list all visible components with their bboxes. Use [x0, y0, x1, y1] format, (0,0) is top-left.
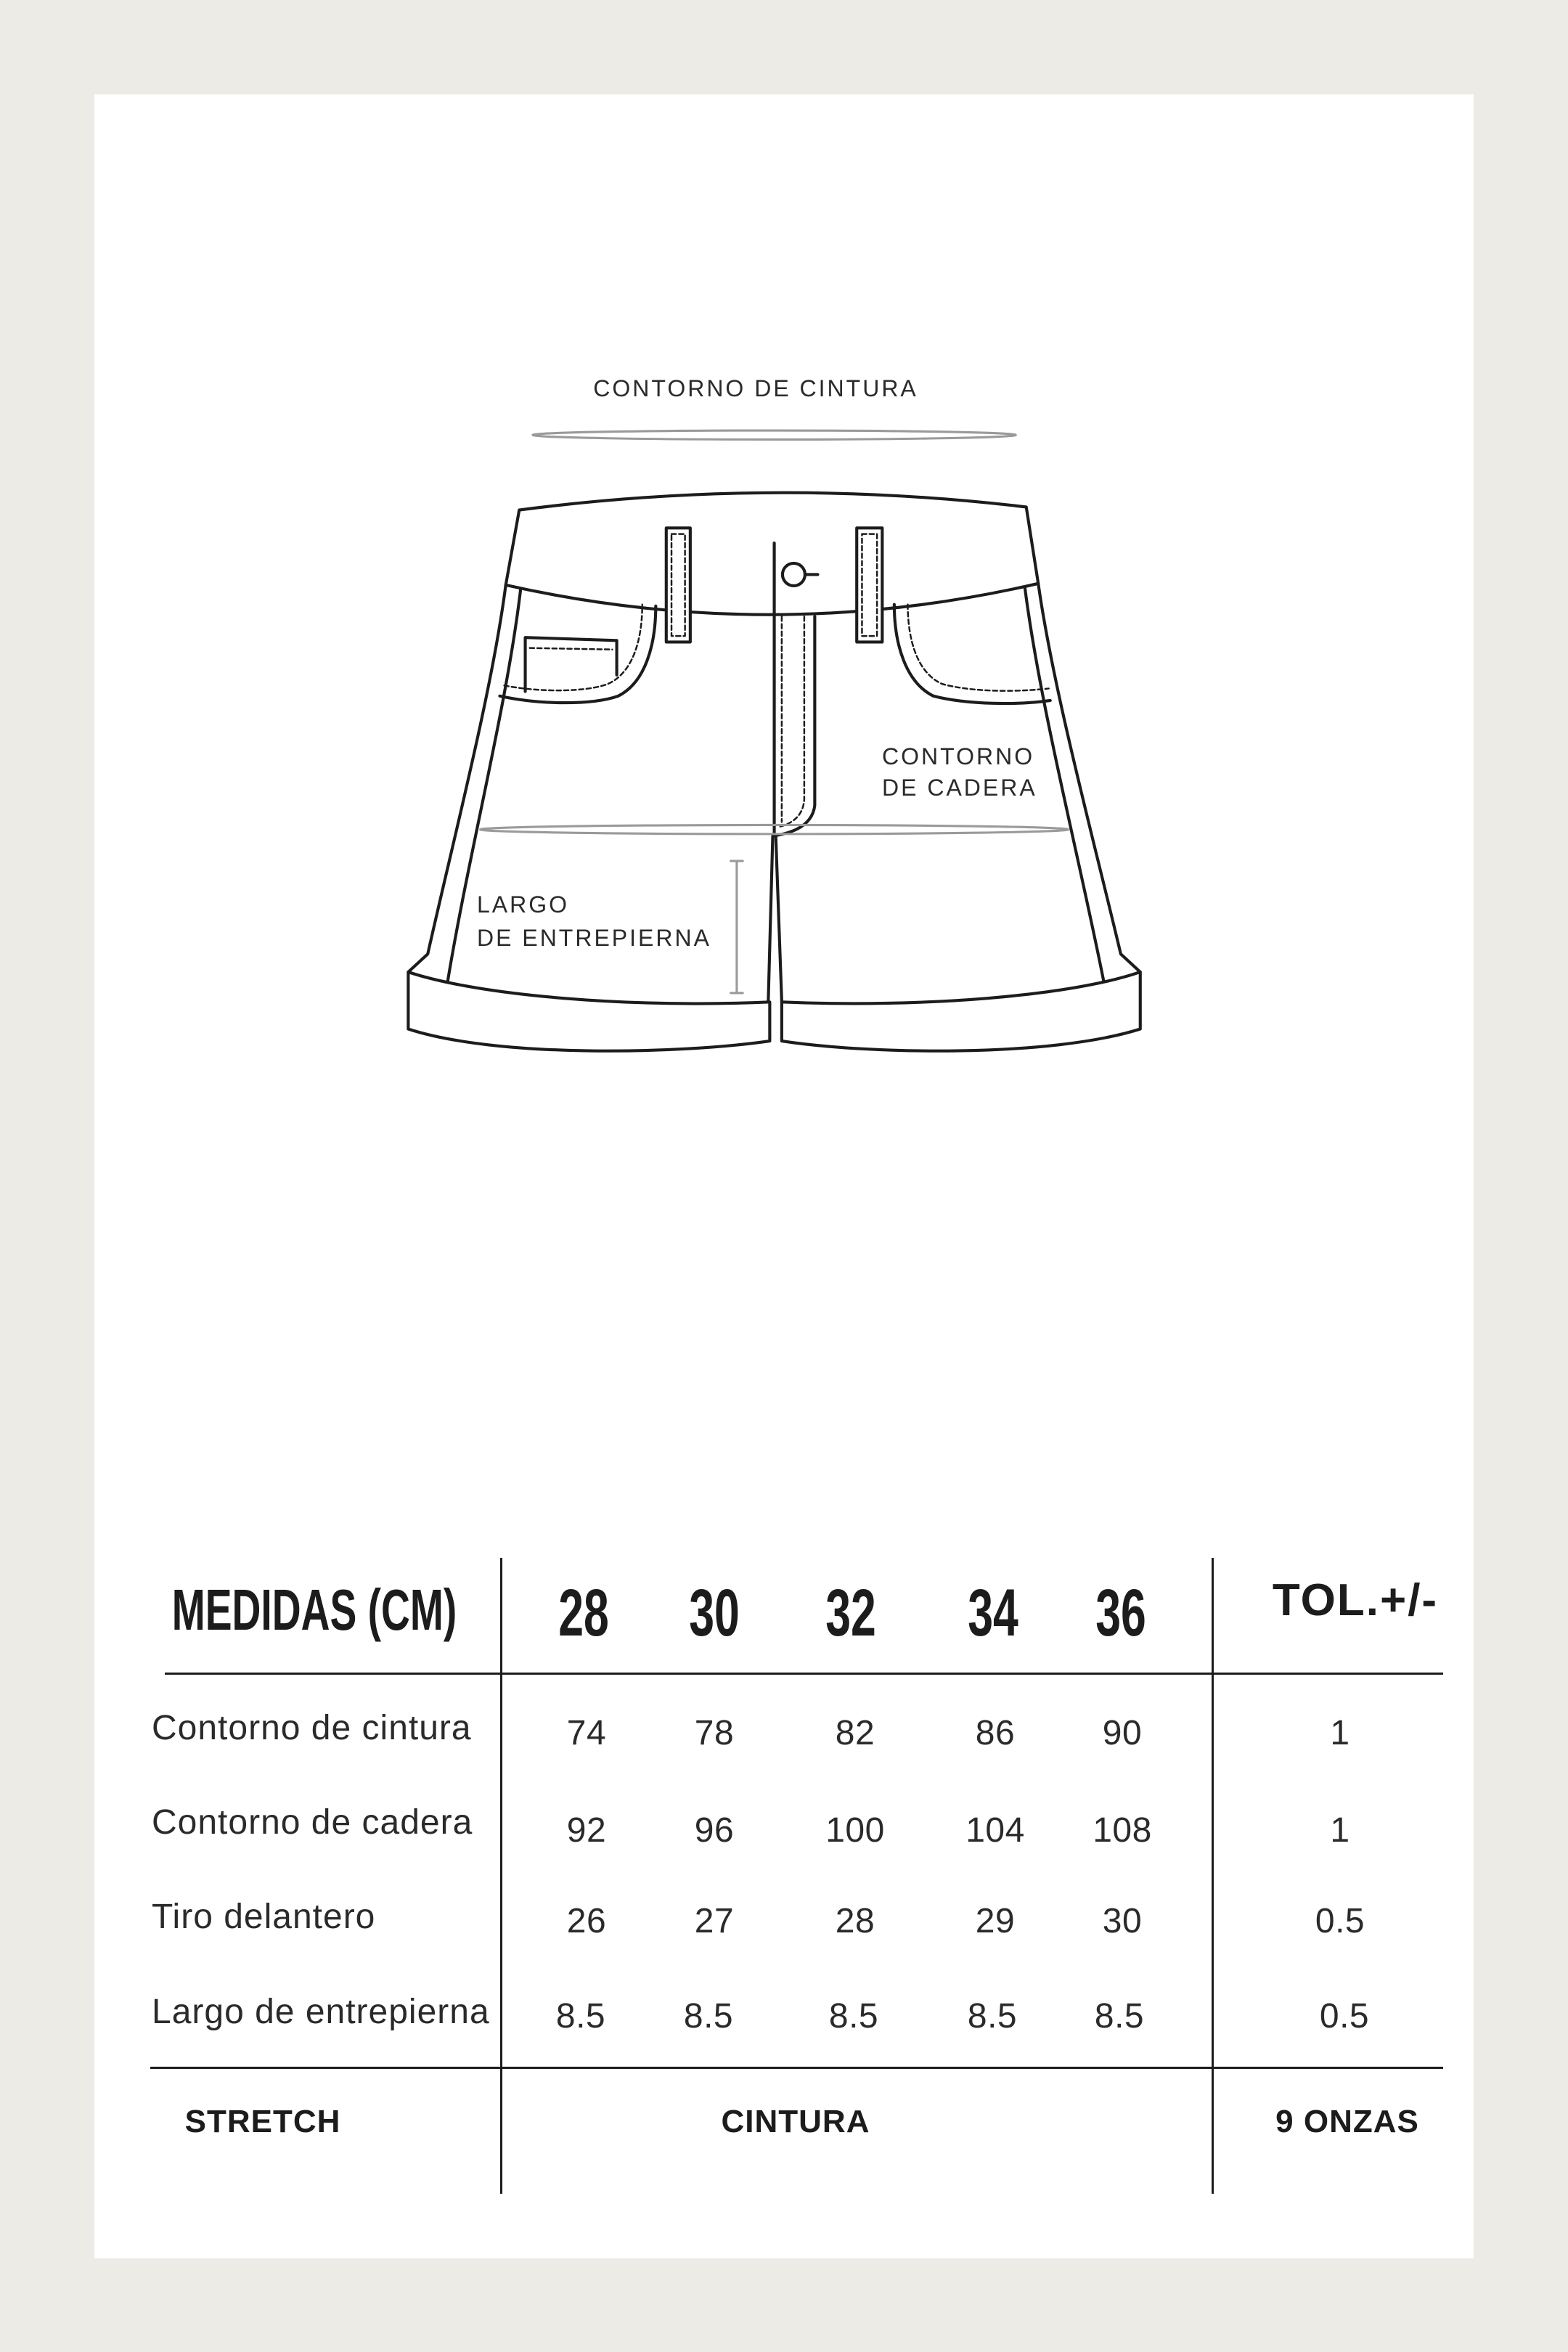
- row-label-front-rise: Tiro delantero: [152, 1898, 376, 1936]
- table-cell: 82: [835, 1714, 875, 1752]
- table-divider-right: [1212, 1558, 1214, 2194]
- footer-stretch: STRETCH: [184, 2104, 341, 2139]
- table-cell: 90: [1102, 1714, 1143, 1752]
- row-label-waist: Contorno de cintura: [152, 1709, 472, 1747]
- table-cell: 26: [566, 1902, 607, 1940]
- table-cell: 78: [694, 1714, 735, 1752]
- table-footer-rule: [150, 2067, 1443, 2069]
- inseam-label-line-1: LARGO: [477, 891, 570, 918]
- table-cell: 104: [965, 1811, 1025, 1850]
- tolerance-cell: 1: [1330, 1714, 1350, 1752]
- tolerance-cell: 1: [1330, 1811, 1350, 1850]
- table-cell: 96: [694, 1811, 735, 1850]
- hip-label-line-2: DE CADERA: [882, 775, 1037, 801]
- table-cell: 108: [1093, 1811, 1152, 1850]
- size-header-36: 36: [1095, 1576, 1146, 1650]
- inseam-label-line-2: DE ENTREPIERNA: [477, 925, 711, 951]
- table-cell: 8.5: [967, 1997, 1018, 2035]
- table-cell: 100: [825, 1811, 885, 1850]
- table-cell: 8.5: [683, 1997, 734, 2035]
- table-header-measures: MEDIDAS (CM): [171, 1577, 457, 1642]
- table-cell: 27: [694, 1902, 735, 1940]
- table-cell: 29: [975, 1902, 1016, 1940]
- footer-weight: 9 ONZAS: [1275, 2104, 1419, 2139]
- footer-cintura: CINTURA: [721, 2104, 870, 2139]
- table-cell: 30: [1102, 1902, 1143, 1940]
- size-header-28: 28: [558, 1576, 609, 1650]
- table-cell: 86: [975, 1714, 1016, 1752]
- size-header-32: 32: [825, 1576, 876, 1650]
- table-header-rule: [165, 1673, 1443, 1675]
- tolerance-header: TOL.+/-: [1272, 1575, 1439, 1625]
- row-label-hip: Contorno de cadera: [152, 1803, 473, 1842]
- table-cell: 8.5: [555, 1997, 606, 2035]
- tolerance-cell: 0.5: [1319, 1997, 1370, 2035]
- table-cell: 8.5: [1094, 1997, 1145, 2035]
- table-cell: 74: [566, 1714, 607, 1752]
- waist-label: CONTORNO DE CINTURA: [593, 375, 918, 401]
- table-cell: 28: [835, 1902, 875, 1940]
- table-cell: 8.5: [828, 1997, 879, 2035]
- row-label-inseam: Largo de entrepierna: [152, 1993, 490, 2031]
- size-header-30: 30: [689, 1576, 740, 1650]
- size-header-34: 34: [968, 1576, 1018, 1650]
- hip-label-line-1: CONTORNO: [882, 743, 1035, 769]
- tolerance-cell: 0.5: [1315, 1902, 1365, 1940]
- table-cell: 92: [566, 1811, 607, 1850]
- table-divider-left: [500, 1558, 502, 2194]
